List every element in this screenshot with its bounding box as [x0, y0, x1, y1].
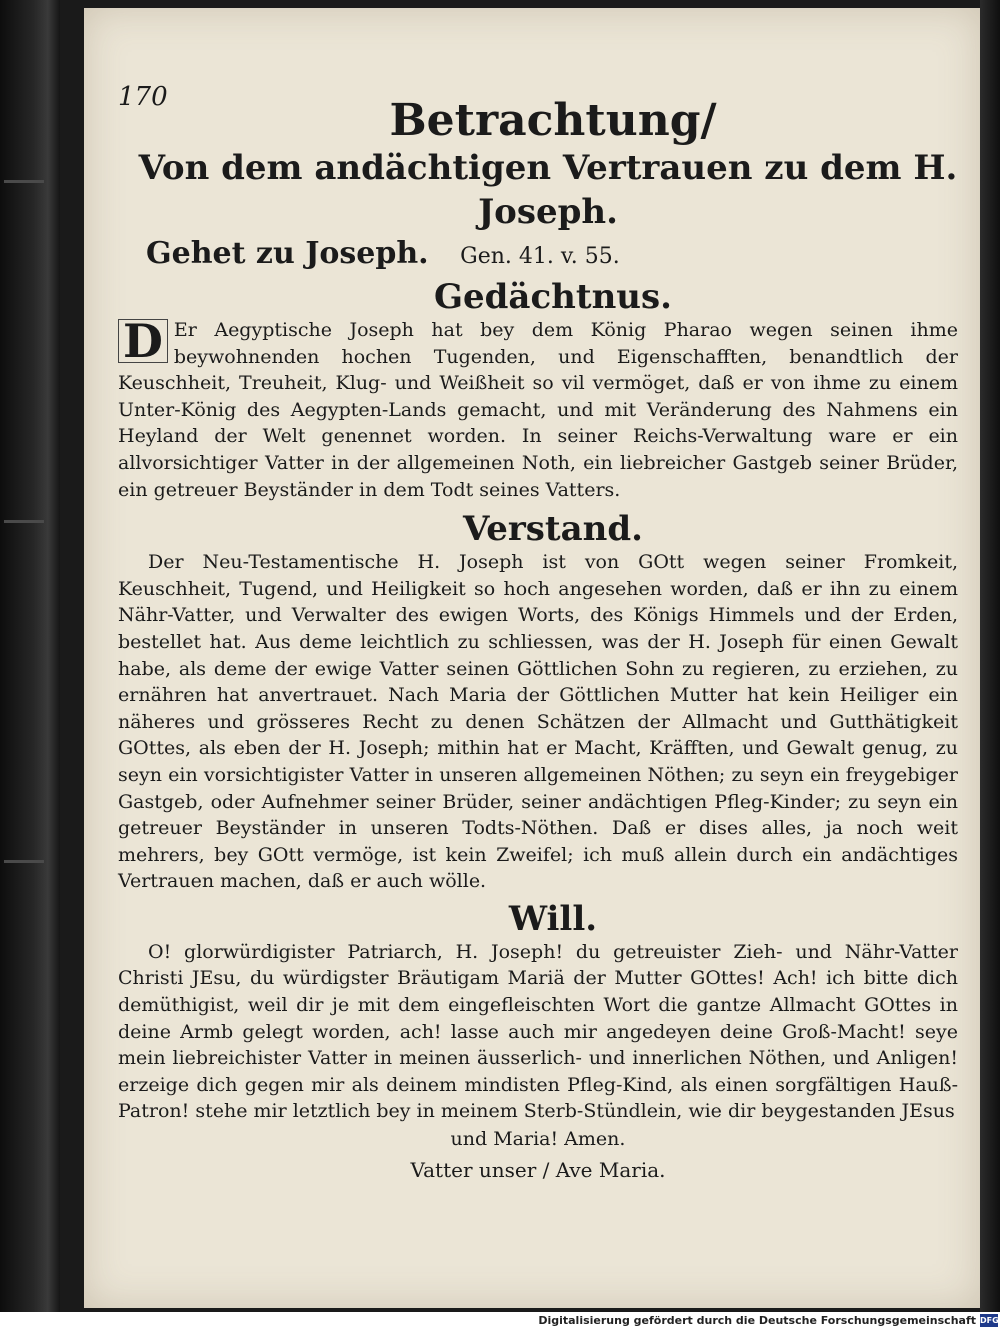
paragraph-memory: [118, 314, 958, 503]
closing-line: und Maria! Amen.: [450, 1128, 626, 1151]
spine-band: [4, 860, 44, 863]
heading-understanding: Verstand.: [462, 509, 643, 550]
page-subtitle: Von dem andächtigen Vertrauen zu dem H. Joseph.: [138, 148, 958, 232]
page-title: Betrachtung/: [389, 95, 717, 146]
page-number: 170: [118, 82, 168, 112]
drop-cap: D: [118, 319, 168, 363]
footer-bar: [0, 1312, 1000, 1331]
spine-band: [4, 520, 44, 523]
motto: Gehet zu Joseph.: [146, 236, 429, 271]
bible-reference: Gen. 41. v. 55.: [460, 244, 620, 269]
paragraph-memory-text: Er Aegyptische Joseph hat bey dem König Pharao wegen seinen ihme beywohnenden hochen Tugenden, und Eigenschafften, benandtlich der Keuschheit, Treuheit, Klug- und Weißheit so vil vermöget, daß er von ihme zu einem Unter-König des Aegypten-Lands gemacht, und mit Veränderung des Nahmens ein Heyland der Welt genennet worden. In seiner Reichs-Verwaltung ware er ein allvorsichtiger Vatter in der allgemeinen Noth, ein liebreicher Gastgeb seiner Brüder, ein getreuer Beyständer in dem Todt seines Vatters.: [118, 319, 958, 501]
page-edge: [980, 0, 1000, 1312]
heading-will: Will.: [508, 898, 598, 939]
heading-memory: Gedächtnus.: [433, 277, 673, 317]
paragraph-will: O! glorwürdigister Patriarch, H. Joseph! du getreuister Zieh- und Nähr-Vatter Christi JEsu, du würdigster Bräutigam Mariä der Mutter GOttes! Ach! ich bitte dich demüthigist, weil dir je mit dem eingefleischten Wort die gantze Allmacht GOttes in deine Armb gelegt worden, ach! lasse auch mir angedeyen deine Groß-Macht! seye mein liebreichister Vatter in meinen äusserlich- und innerlichen Nöthen, und Anligen! erzeige dich gegen mir als deinem mindisten Pfleg-Kind, als einen sorgfältigen Hauß-Patron! stehe mir letztlich bey in meinem Sterb-Stündlein, wie dir beygestanden JEsus: [118, 940, 958, 1123]
page-content: [118, 60, 958, 1185]
paragraph-understanding: Der Neu-Testamentische H. Joseph ist von GOtt wegen seiner Fromkeit, Keuschheit, Tugend, und Heiligkeit so hoch angesehen worden, daß er ihn zu einem Nähr-Vatter, und Verwalter des ewigen Worts, des Königs Himmels und der Erden, bestellet hat. Aus deme leichtlich zu schliessen, was der H. Joseph für einen Gewalt habe, als deme der ewige Vatter seinen Göttlichen Sohn zu regieren, zu erziehen, zu ernähren hat anvertrauet. Nach Maria der Göttlichen Mutter hat kein Heiliger ein näheres und grösseres Recht zu denen Schätzen der Allmacht und Gutthätigkeit GOttes, als eben der H. Joseph; mithin hat er Macht, Kräfften, und Gewalt genug, zu seyn ein vorsichtigister Vatter in unseren allgemeinen Nöthen; zu seyn ein freygebiger Gastgeb, oder Aufnehmer seiner Brüder, seiner andächtigen Pfleg-Kinder; zu seyn ein getreuer Beyständer in unseren Todts-Nöthen. Daß er dises alles, ja noch weit mehrers, bey GOtt vermöge, ist kein Zweifel; ich muß allein durch ein andächtiges Vertrauen machen, daß er auch wölle.: [118, 551, 958, 893]
funding-credit: Digitalisierung gefördert durch die Deutsche Forschungsgemeinschaft: [538, 1314, 976, 1327]
motto-line: [146, 234, 958, 277]
spine-band: [4, 180, 44, 183]
book-spine: [0, 0, 60, 1312]
prayers-line: Vatter unser / Ave Maria.: [410, 1158, 666, 1183]
dfg-logo-icon: DFG: [980, 1316, 999, 1325]
